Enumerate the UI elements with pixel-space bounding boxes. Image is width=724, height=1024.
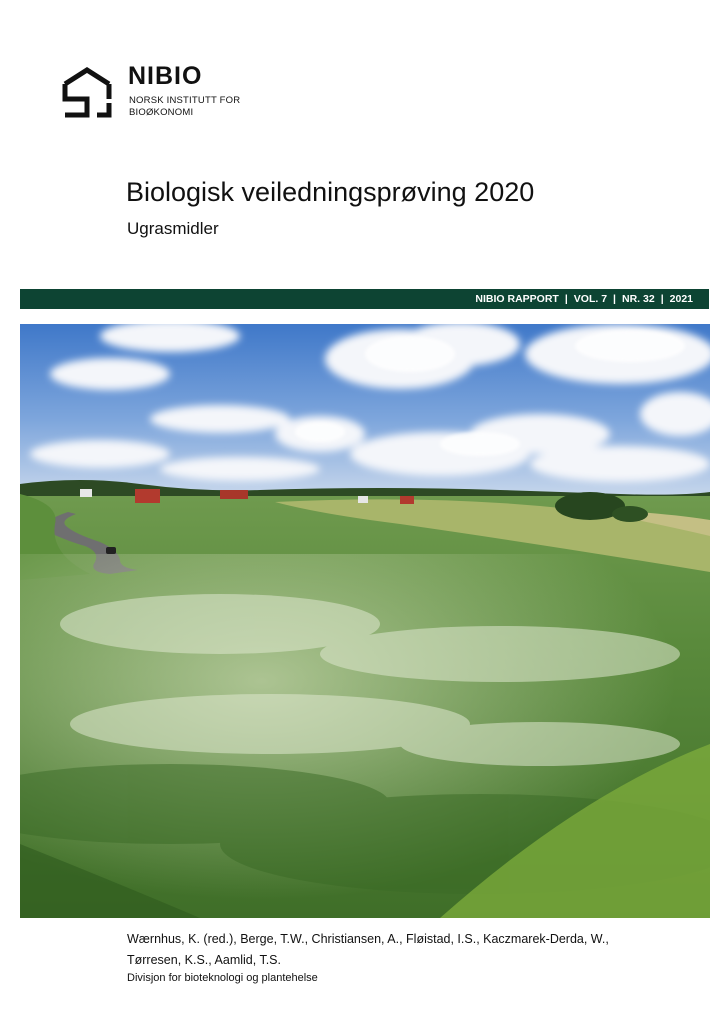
series-number: NR. 32 [622, 293, 655, 305]
authors [127, 929, 687, 971]
series-band [20, 289, 709, 309]
separator-3: | [660, 293, 664, 305]
logo-subtitle-line2: BIOØKONOMI [129, 107, 194, 118]
report-subtitle: Ugrasmidler [127, 219, 219, 238]
field-landscape-image [20, 324, 710, 918]
series-year: 2021 [669, 293, 693, 305]
report-title: Biologisk veiledningsprøving 2020 [126, 177, 535, 207]
series-volume: VOL. 7 [573, 293, 608, 305]
division: Divisjon for bioteknologi og plantehelse [127, 972, 318, 984]
nibio-logo [62, 62, 262, 122]
series-name: NIBIO RAPPORT [475, 293, 559, 305]
logo-subtitle [129, 95, 240, 119]
nibio-logo-icon [62, 65, 112, 119]
cover-photo [20, 324, 710, 918]
separator-1: | [564, 293, 568, 305]
separator-2: | [613, 293, 616, 305]
logo-subtitle-line1: NORSK INSTITUTT FOR [129, 95, 241, 106]
authors-line1: Wærnhus, K. (red.), Berge, T.W., Christiansen, A., Fløistad, I.S., Kaczmarek-Derda, W., [127, 932, 609, 946]
logo-name: NIBIO [128, 62, 203, 90]
authors-line2: Tørresen, K.S., Aamlid, T.S. [127, 953, 281, 967]
